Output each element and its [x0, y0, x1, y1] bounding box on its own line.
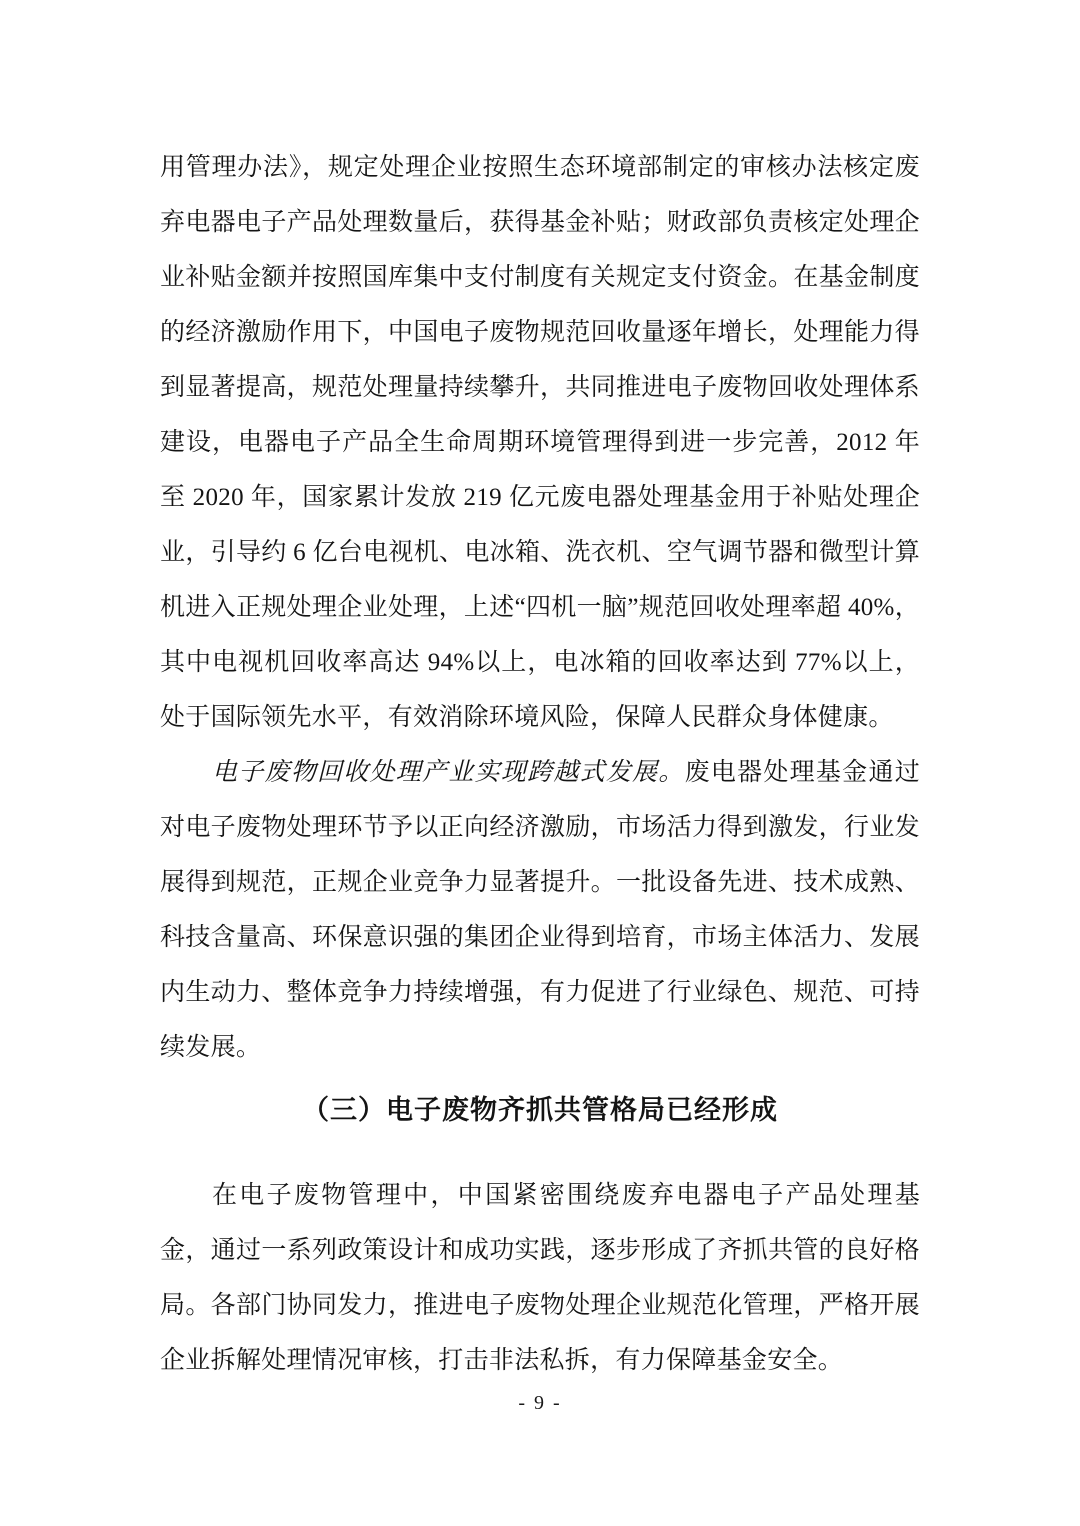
section-heading: （三）电子废物齐抓共管格局已经形成: [302, 1095, 778, 1125]
paragraph-fund-subsidy: 用管理办法》，规定处理企业按照生态环境部制定的审核办法核定废弃电器电子产品处理数量后，获得基金补贴；财政部负责核定处理企业补贴金额并按照国库集中支付制度有关规定支付资金。在基金制度的经济激励作用下，中国电子废物规范回收量逐年增长，处理能力得到显著提高，规范处理量持续攀升，共同推进电子废物回收处理体系建设，电器电子产品全生命周期环境管理得到进一步完善，2012 年至 2020 年，国家累计发放 219 亿元废电器处理基金用于补贴处理企业，引导约 6 亿台电视机、电冰箱、洗衣机、空气调节器和微型计算机进入正规处理企业处理，上述“四机一脑”规范回收处理率超 40%，其中电视机回收率高达 94%以上，电冰箱的回收率达到 77%以上，处于国际领先水平，有效消除环境风险，保障人民群众身体健康。: [160, 154, 920, 731]
paragraph-industry-development-rest: 废电器处理基金通过对电子废物处理环节予以正向经济激励，市场活力得到激发，行业发展得到规范，正规企业竞争力显著提升。一批设备先进、技术成熟、科技含量高、环保意识强的集团企业得到培育，市场主体活力、发展内生动力、整体竞争力持续增强，有力促进了行业绿色、规范、可持续发展。: [160, 759, 921, 1061]
lead-sentence-kaiti: 电子废物回收处理产业实现跨越式发展。: [212, 759, 685, 786]
paragraph-industry-development: [160, 745, 920, 1075]
paragraph-joint-management: 在电子废物管理中，中国紧密围绕废弃电器电子产品处理基金，通过一系列政策设计和成功实践，逐步形成了齐抓共管的良好格局。各部门协同发力，推进电子废物处理企业规范化管理，严格开展企业拆解处理情况审核，打击非法私拆，有力保障基金安全。: [160, 1182, 920, 1374]
page-number: - 9 -: [518, 1392, 562, 1414]
page-content: [160, 140, 920, 1388]
